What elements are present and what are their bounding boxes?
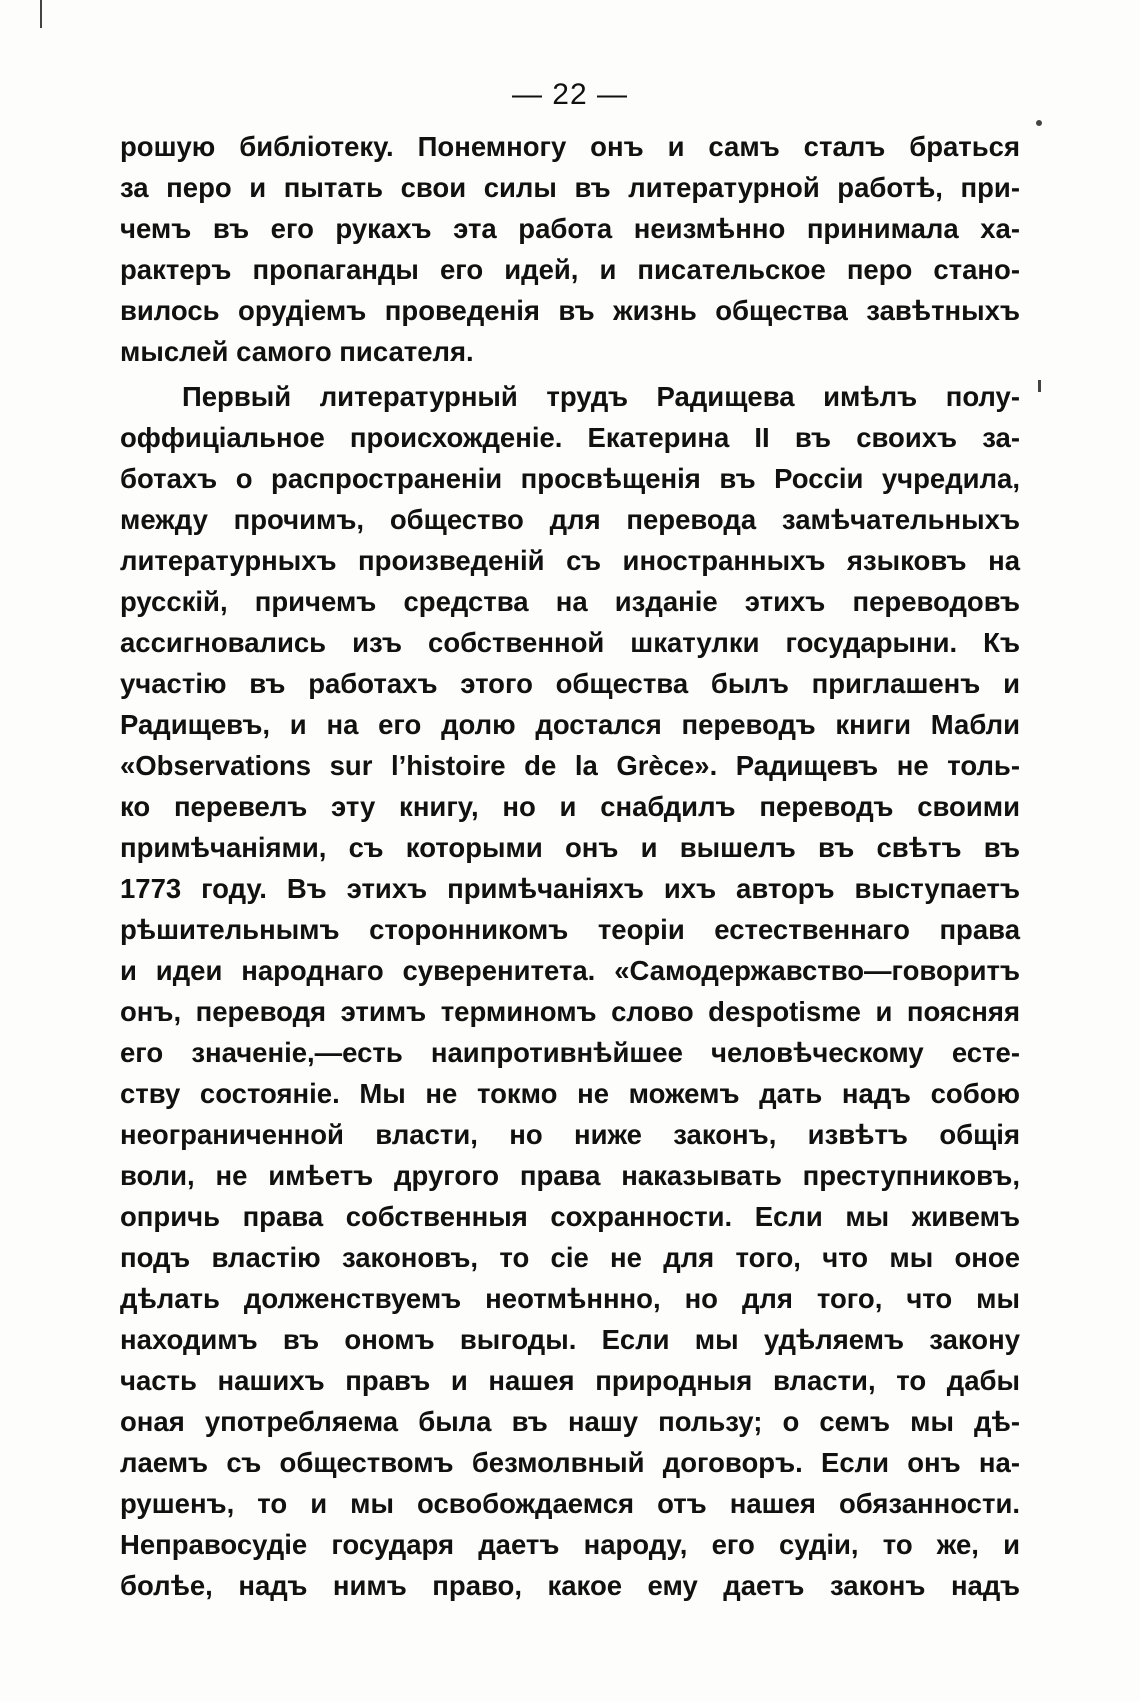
text-line: между прочимъ, общество для перевода замѣчательныхъ xyxy=(120,504,1020,535)
text-line: неограниченной власти, но ниже законъ, извѣтъ общія xyxy=(120,1119,1020,1150)
text-line: онъ, переводя этимъ терминомъ слово despotisme и поясняя xyxy=(120,996,1020,1027)
text-line: чемъ въ его рукахъ эта работа неизмѣнно принимала ха- xyxy=(120,213,1020,244)
scan-mark xyxy=(40,0,42,28)
text-line: его значеніе,—есть наипротивнѣйшее человѣческому есте- xyxy=(120,1037,1020,1068)
text-line: и идеи народнаго суверенитета. «Самодержавство—говоритъ xyxy=(120,955,1020,986)
text-line: рошую библіотеку. Понемногу онъ и самъ сталъ браться xyxy=(120,131,1020,162)
page-number: — 22 — xyxy=(511,78,629,111)
text-line: часть нашихъ правъ и нашея природныя власти, то дабы xyxy=(120,1365,1020,1396)
text-line: болѣе, надъ нимъ право, какое ему даетъ законъ надъ xyxy=(120,1570,1020,1601)
text-line: 1773 году. Въ этихъ примѣчаніяхъ ихъ авторъ выступаетъ xyxy=(120,873,1020,904)
text-line: рактеръ пропаганды его идей, и писательское перо стано- xyxy=(120,254,1020,285)
body-text xyxy=(120,126,1020,1606)
text-line: за перо и пытать свои силы въ литературной работѣ, при- xyxy=(120,172,1020,203)
text-line: опричь права собственныя сохранности. Если мы живемъ xyxy=(120,1201,1020,1232)
text-line: ко перевелъ эту книгу, но и снабдилъ переводъ своими xyxy=(120,791,1020,822)
text-line: примѣчаніями, съ которыми онъ и вышелъ въ свѣтъ въ xyxy=(120,832,1020,863)
text-line: оффиціальное происхожденіе. Екатерина II въ своихъ за- xyxy=(120,422,1020,453)
text-line: Первый литературный трудъ Радищева имѣлъ полу- xyxy=(182,381,1020,412)
text-line: Радищевъ, и на его долю достался переводъ книги Мабли xyxy=(120,709,1020,740)
text-line: лаемъ съ обществомъ безмолвный договоръ. Если онъ на- xyxy=(120,1447,1020,1478)
text-line: воли, не имѣетъ другого права наказывать преступниковъ, xyxy=(120,1160,1020,1191)
scan-mark xyxy=(1036,120,1042,126)
text-line: участію въ работахъ этого общества былъ приглашенъ и xyxy=(120,668,1020,699)
text-line: ству состояніе. Мы не токмо не можемъ дать надъ собою xyxy=(120,1078,1020,1109)
text-line: оная употребляема была въ нашу пользу; о семъ мы дѣ- xyxy=(120,1406,1020,1437)
text-line: литературныхъ произведеній съ иностранныхъ языковъ на xyxy=(120,545,1020,576)
text-line: русскій, причемъ средства на изданіе этихъ переводовъ xyxy=(120,586,1020,617)
text-line: дѣлать долженствуемъ неотмѣннно, но для того, что мы xyxy=(120,1283,1020,1314)
text-line: Неправосудіе государя даетъ народу, его судіи, то же, и xyxy=(120,1529,1020,1560)
text-line: вилось орудіемъ проведенія въ жизнь общества завѣтныхъ xyxy=(120,295,1020,326)
text-line: ассигновались изъ собственной шкатулки государыни. Къ xyxy=(120,627,1020,658)
text-line: подъ властію законовъ, то сіе не для того, что мы оное xyxy=(120,1242,1020,1273)
text-line: рушенъ, то и мы освобождаемся отъ нашея обязанности. xyxy=(120,1488,1020,1519)
text-line: находимъ въ ономъ выгоды. Если мы удѣляемъ закону xyxy=(120,1324,1020,1355)
text-line: мыслей самого писателя. xyxy=(120,336,474,367)
scan-mark xyxy=(1038,380,1041,392)
text-line: «Observations sur l’histoire de la Grèce». Радищевъ не толь- xyxy=(120,750,1020,781)
text-line: рѣшительнымъ сторонникомъ теоріи естественнаго права xyxy=(120,914,1020,945)
text-line: ботахъ о распространеніи просвѣщенія въ Россіи учредила, xyxy=(120,463,1020,494)
